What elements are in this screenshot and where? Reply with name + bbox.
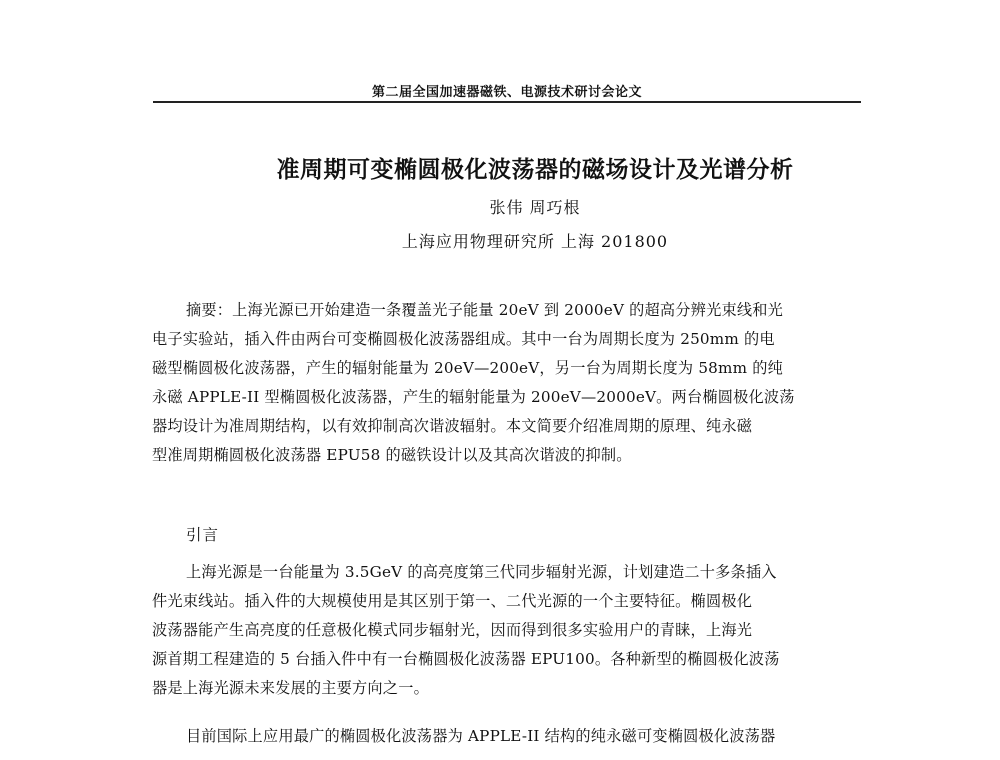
abstract-line: 器均设计为准周期结构，以有效抑制高次谐波辐射。本文简要介绍准周期的原理、纯永磁 (152, 417, 753, 435)
body-line: 上海光源是一台能量为 3.5GeV 的高亮度第三代同步辐射光源，计划建造二十多条插入 (186, 563, 777, 581)
abstract-line: 型准周期椭圆极化波荡器 EPU58 的磁铁设计以及其高次谐波的抑制。 (152, 446, 632, 464)
abstract (152, 296, 864, 470)
body-line: 器是上海光源未来发展的主要方向之一。 (152, 679, 429, 697)
paper-title: 准周期可变椭圆极化波荡器的磁场设计及光谱分析 (276, 157, 794, 183)
section-heading-introduction: 引言 (186, 526, 220, 544)
abstract-line: 磁型椭圆极化波荡器，产生的辐射能量为 20eV—200eV，另一台为周期长度为 58mm 的纯 (152, 359, 784, 377)
header-rule (153, 101, 861, 103)
body-line: 波荡器能产生高亮度的任意极化模式同步辐射光，因而得到很多实验用户的青睐，上海光 (152, 621, 753, 639)
paper-affiliation: 上海应用物理研究所 上海 201800 (401, 232, 669, 251)
running-header: 第二届全国加速器磁铁、电源技术研讨会论文 (371, 85, 642, 100)
introduction-paragraph-1 (152, 558, 864, 703)
abstract-line: 永磁 APPLE-II 型椭圆极化波荡器，产生的辐射能量为 200eV—2000eV。两台椭圆极化波荡 (152, 388, 795, 406)
abstract-line: 摘要：上海光源已开始建造一条覆盖光子能量 20eV 到 2000eV 的超高分辨光束线和光 (186, 301, 784, 319)
abstract-line: 电子实验站，插入件由两台可变椭圆极化波荡器组成。其中一台为周期长度为 250mm 的电 (152, 330, 775, 348)
body-line: 源首期工程建造的 5 台插入件中有一台椭圆极化波荡器 EPU100。各种新型的椭圆极化波荡 (152, 650, 780, 668)
introduction-paragraph-2 (152, 722, 864, 751)
paper-authors: 张伟 周巧根 (489, 198, 581, 217)
body-line: 件光束线站。插入件的大规模使用是其区别于第一、二代光源的一个主要特征。椭圆极化 (152, 592, 753, 610)
body-line: 目前国际上应用最广的椭圆极化波荡器为 APPLE-II 结构的纯永磁可变椭圆极化波荡器 (186, 727, 776, 745)
